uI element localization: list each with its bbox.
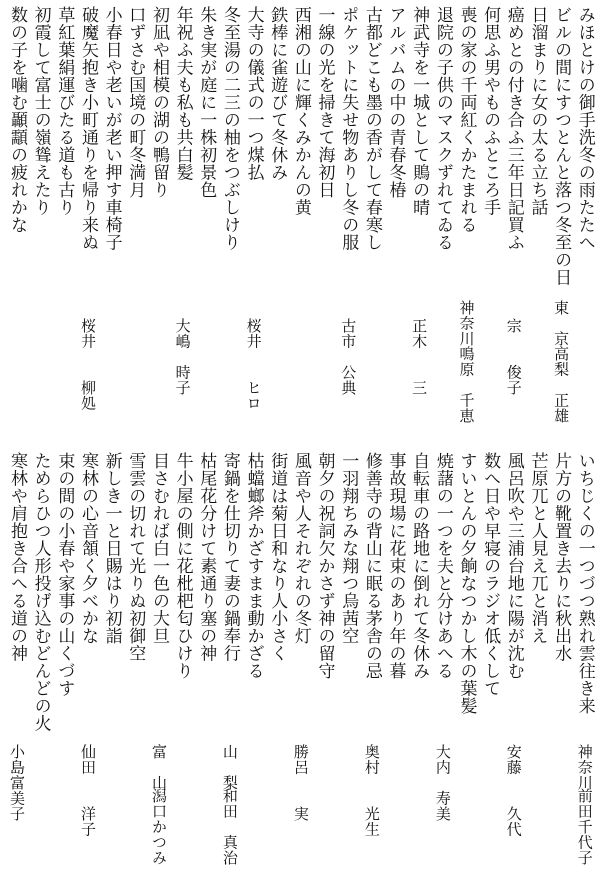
author-name: 大内 寿美 — [433, 744, 452, 822]
haiku-column — [290, 452, 312, 886]
haiku-column — [53, 452, 75, 886]
haiku-text: ためらひつ人形投げ込むどんどの火 — [30, 452, 51, 732]
haiku-text: すいとんの夕餉なつかし木の葉髪 — [456, 452, 477, 715]
haiku-column — [30, 6, 52, 438]
haiku-text: ビルの間にすつとんと落つ冬至の日 — [551, 6, 572, 286]
haiku-text: 寒林や肩抱き合へる道の神 — [7, 452, 27, 662]
haiku-text: 初霞して富士の嶺聳えたり — [30, 6, 51, 216]
haiku-text: 街道は菊日和なり人小さく — [267, 452, 288, 662]
haiku-text: 年祝ふ夫も私も共白髪 — [172, 6, 193, 181]
haiku-text: 自転車の路地に倒れて冬休み — [409, 452, 430, 680]
author-prefecture: 山 梨 — [220, 744, 239, 791]
haiku-text: 芒原兀と人見え兀と消え — [527, 452, 548, 645]
haiku-column — [361, 452, 383, 886]
haiku-text: 何思ふ男やものふところ手 — [480, 6, 501, 216]
haiku-column — [77, 6, 99, 438]
haiku-column — [101, 452, 123, 886]
author-name: 前田千代子 — [575, 788, 594, 866]
haiku-text: 古都どこも墨の香がして春寒し — [361, 6, 382, 251]
author-name: 桜井 柳処 — [78, 318, 97, 411]
haiku-column — [219, 6, 241, 438]
lower-haiku-block — [6, 452, 596, 886]
haiku-column — [124, 6, 146, 438]
haiku-column — [148, 452, 170, 886]
author-name: 奥村 光生 — [362, 744, 381, 837]
haiku-column — [455, 6, 477, 438]
author-prefecture: 神奈川 — [457, 300, 476, 347]
author-prefecture: 富 山 — [149, 744, 168, 791]
haiku-text: 大寺の儀式の一つ煤払 — [243, 6, 264, 181]
author-name: 高梨 正雄 — [552, 346, 571, 424]
haiku-column — [455, 452, 477, 886]
haiku-text: 修善寺の背山に眠る茅舎の忌 — [361, 452, 382, 680]
haiku-column — [195, 452, 217, 886]
haiku-column — [550, 6, 572, 438]
haiku-text: 初凪や相模の湖の鴨留り — [148, 6, 169, 199]
haiku-text: 牛小屋の側に花枇杷匂ひけり — [172, 452, 193, 680]
haiku-text: いちじくの一つづつ熟れ雲往き来 — [574, 452, 595, 715]
haiku-column — [243, 6, 265, 438]
author-name: 宗 俊子 — [504, 318, 523, 396]
author-name: 古市 公典 — [339, 318, 358, 396]
haiku-text: 束の間の小春や家事の山くづす — [54, 452, 75, 697]
haiku-text: 破魔矢抱き小町通りを帰り来ぬ — [77, 6, 98, 251]
haiku-text: 喪の家の千両紅くかたまれる — [456, 6, 477, 234]
haiku-text: 焼藷の一つを夫と分けあへる — [432, 452, 453, 680]
haiku-text: 朱き実が庭に一株初景色 — [196, 6, 217, 199]
haiku-column — [479, 452, 501, 886]
haiku-text: 寒林の心音頷く夕べかな — [77, 452, 98, 645]
haiku-text: 草紅葉絹運びたる道も古り — [54, 6, 75, 216]
haiku-column — [243, 452, 265, 886]
haiku-column — [266, 452, 288, 886]
haiku-text: 新しき一と日賜はり初詣 — [101, 452, 122, 645]
author-name: 勝呂 実 — [291, 744, 310, 822]
haiku-column — [526, 452, 548, 886]
haiku-column — [432, 6, 454, 438]
haiku-column — [408, 6, 430, 438]
haiku-column — [526, 6, 548, 438]
haiku-column — [432, 452, 454, 886]
haiku-column — [314, 6, 336, 438]
author-name: 鳴原 千恵 — [457, 346, 476, 424]
haiku-column — [574, 452, 596, 886]
haiku-text: 風呂吹や三浦台地に陽が沈む — [503, 452, 524, 680]
haiku-column — [550, 452, 572, 886]
haiku-text: 一羽翔ちみな翔つ烏茜空 — [338, 452, 359, 645]
haiku-text: 朝夕の祝詞欠かさず神の留守 — [314, 452, 335, 680]
haiku-text: 西湘の山に輝くみかんの黄 — [290, 6, 311, 216]
haiku-column — [479, 6, 501, 438]
haiku-text: 目さむれば白一色の大旦 — [148, 452, 169, 645]
haiku-text: 数へ日や早寝のラジオ低くして — [480, 452, 501, 697]
author-name: 潟口かつみ — [149, 788, 168, 866]
haiku-column — [101, 6, 123, 438]
author-prefecture: 東 京 — [552, 300, 571, 347]
haiku-column — [385, 452, 407, 886]
haiku-column — [503, 6, 525, 438]
haiku-text: 枯蟷螂斧かざすまま動かざる — [243, 452, 264, 680]
author-prefecture: 神奈川 — [575, 744, 594, 791]
author-name: 和田 真治 — [220, 788, 239, 866]
haiku-column — [195, 6, 217, 438]
haiku-column — [172, 6, 194, 438]
author-name: 小島富美子 — [8, 744, 26, 822]
haiku-column — [266, 6, 288, 438]
author-name: 桜井 ヒロ — [244, 318, 263, 411]
haiku-column — [6, 6, 28, 438]
haiku-column — [77, 452, 99, 886]
haiku-column — [385, 6, 407, 438]
upper-haiku-block — [6, 6, 596, 438]
haiku-column — [408, 452, 430, 886]
haiku-text: 枯尾花分けて素通り塞の神 — [196, 452, 217, 662]
haiku-text: アルバムの中の青春冬椿 — [385, 6, 406, 199]
haiku-text: 片方の靴置き去りに秋出水 — [551, 452, 572, 662]
haiku-column — [361, 6, 383, 438]
haiku-column — [53, 6, 75, 438]
haiku-text: 冬至湯の二三の柚をつぶしけり — [219, 6, 240, 251]
haiku-column — [30, 452, 52, 886]
haiku-text: 神武寺を一城として鵙の晴 — [409, 6, 430, 216]
haiku-column — [314, 452, 336, 886]
haiku-column — [124, 452, 146, 886]
author-name: 仙田 洋子 — [78, 744, 97, 837]
haiku-column — [574, 6, 596, 438]
haiku-text: 数の子を噛む顳顬の疲れかな — [7, 6, 27, 234]
haiku-column — [6, 452, 28, 886]
haiku-text: 退院の子供のマスクずれてゐる — [432, 6, 453, 251]
haiku-column — [290, 6, 312, 438]
haiku-column — [148, 6, 170, 438]
haiku-text: 口ずさむ国境の町冬満月 — [125, 6, 146, 199]
haiku-text: 癌めとの付き合ふ三年日記買ふ — [503, 6, 524, 251]
author-name: 安藤 久代 — [504, 744, 523, 837]
haiku-text: 小春日や老いが老い押す車椅子 — [101, 6, 122, 251]
author-name: 大嶋 時子 — [173, 318, 192, 396]
haiku-text: 鉄棒に雀遊びて冬休み — [267, 6, 288, 181]
haiku-text: みほとけの御手洗冬の雨たたへ — [574, 6, 595, 251]
haiku-column — [172, 452, 194, 886]
haiku-column — [219, 452, 241, 886]
haiku-column — [337, 6, 359, 438]
haiku-column — [503, 452, 525, 886]
haiku-text: ポケットに失せ物ありし冬の服 — [338, 6, 359, 251]
haiku-text: 雪雲の切れて光りぬ初御空 — [125, 452, 146, 662]
haiku-text: 寄鍋を仕切りて妻の鍋奉行 — [219, 452, 240, 662]
haiku-column — [337, 452, 359, 886]
author-name: 正木 三 — [410, 318, 429, 396]
haiku-text: 日溜まりに女の太る立ち話 — [527, 6, 548, 216]
haiku-text: 一線の光を掃きて海初日 — [314, 6, 335, 199]
haiku-text: 事故現場に花束のあり年の暮 — [385, 452, 406, 680]
haiku-text: 風音や人それぞれの冬灯 — [290, 452, 311, 645]
